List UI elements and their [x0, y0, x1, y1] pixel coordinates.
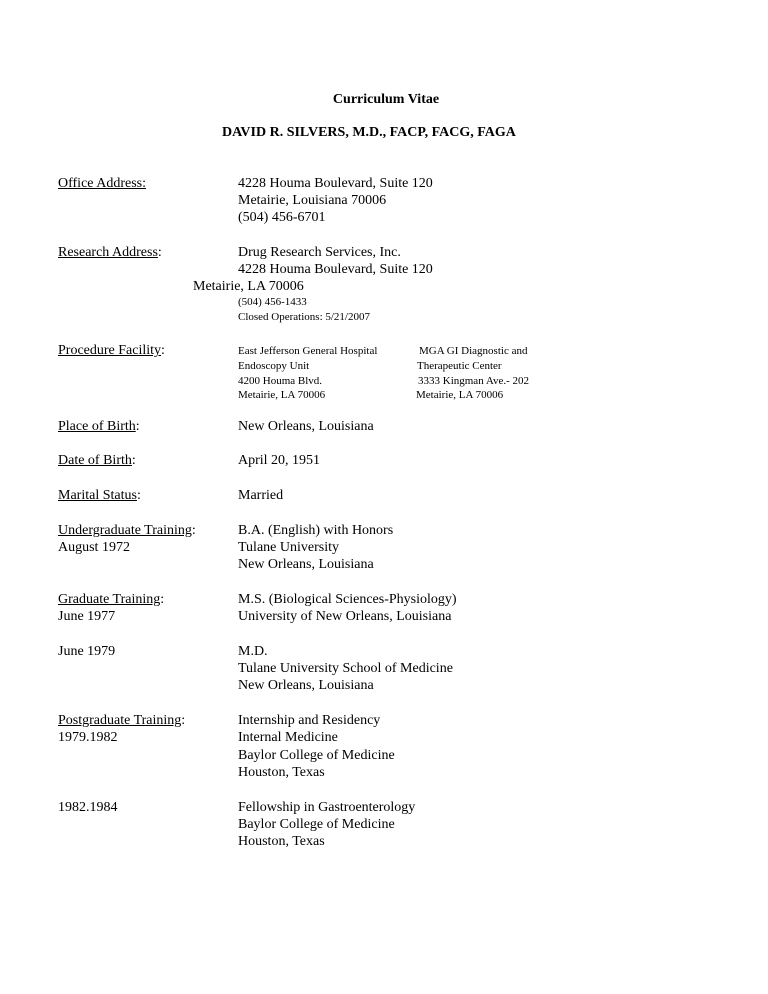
research-address-colon: :	[157, 245, 162, 260]
office-address-label: Office Address:	[58, 176, 146, 191]
postgraduate-line: Fellowship in Gastroenterology	[238, 800, 416, 815]
facility-1-line: Metairie, LA 70006	[238, 389, 326, 401]
graduate-line: Tulane University School of Medicine	[238, 661, 453, 676]
postgraduate-training-label	[58, 712, 185, 729]
undergraduate-line: New Orleans, Louisiana	[238, 557, 374, 572]
place-of-birth-value: New Orleans, Louisiana	[238, 419, 374, 434]
postgraduate-training-label-text: Postgraduate Training	[58, 713, 182, 728]
procedure-facility-label	[58, 342, 165, 359]
facility-1-line: Endoscopy Unit	[238, 360, 310, 372]
date-of-birth-colon: :	[131, 453, 136, 468]
cv-title: Curriculum Vitae	[332, 92, 440, 107]
undergraduate-date: August 1972	[58, 540, 130, 555]
procedure-facility-label-text: Procedure Facility	[58, 343, 162, 358]
place-of-birth-label	[58, 418, 140, 435]
office-phone: (504) 456-6701	[238, 210, 326, 225]
research-address-line: 4228 Houma Boulevard, Suite 120	[238, 262, 433, 277]
undergraduate-line: B.A. (English) with Honors	[238, 523, 394, 538]
research-address-label-text: Research Address	[58, 245, 158, 260]
research-address-label	[58, 244, 162, 261]
marital-status-colon: :	[136, 488, 141, 503]
facility-2-line: Metairie, LA 70006	[416, 389, 504, 401]
postgraduate-line: Houston, Texas	[238, 834, 325, 849]
procedure-facility-colon: :	[161, 343, 165, 358]
graduate-training-colon: :	[160, 592, 165, 607]
postgraduate-line: Internal Medicine	[238, 730, 338, 745]
date-of-birth-label-text: Date of Birth	[58, 453, 132, 468]
research-address-line: Drug Research Services, Inc.	[238, 245, 401, 260]
facility-2-line: MGA GI Diagnostic and	[419, 345, 528, 357]
facility-1-line: 4200 Houma Blvd.	[238, 375, 323, 387]
graduate-line: M.D.	[238, 644, 268, 659]
office-address-line: Metairie, Louisiana 70006	[238, 193, 387, 208]
facility-2-line: Therapeutic Center	[417, 360, 502, 372]
marital-status-label	[58, 487, 141, 504]
marital-status-value: Married	[238, 488, 284, 503]
undergraduate-training-label	[58, 522, 196, 539]
postgraduate-line: Baylor College of Medicine	[238, 817, 395, 832]
graduate-training-label-text: Graduate Training	[58, 592, 161, 607]
office-address-line: 4228 Houma Boulevard, Suite 120	[238, 176, 433, 191]
postgraduate-line: Houston, Texas	[238, 765, 325, 780]
research-phone: (504) 456-1433	[238, 296, 307, 308]
postgraduate-line: Baylor College of Medicine	[238, 748, 395, 763]
place-of-birth-label-text: Place of Birth	[58, 419, 136, 434]
graduate-date: June 1979	[58, 644, 116, 659]
date-of-birth-label	[58, 452, 136, 469]
doctor-name: DAVID R. SILVERS, M.D., FACP, FACG, FAGA	[222, 125, 516, 140]
graduate-line: New Orleans, Louisiana	[238, 678, 374, 693]
graduate-date: June 1977	[58, 609, 116, 624]
facility-1-line: East Jefferson General Hospital	[238, 345, 378, 357]
postgraduate-date: 1979.1982	[58, 730, 118, 745]
facility-2-line: 3333 Kingman Ave.- 202	[418, 375, 530, 387]
date-of-birth-value: April 20, 1951	[238, 453, 321, 468]
graduate-line: M.S. (Biological Sciences-Physiology)	[238, 592, 457, 607]
undergraduate-training-colon: :	[191, 523, 196, 538]
undergraduate-training-label-text: Undergraduate Training	[58, 523, 192, 538]
marital-status-label-text: Marital Status	[58, 488, 137, 503]
research-closed-note: Closed Operations: 5/21/2007	[238, 311, 370, 323]
graduate-training-label	[58, 591, 164, 608]
postgraduate-date: 1982.1984	[58, 800, 118, 815]
postgraduate-training-colon: :	[181, 713, 186, 728]
undergraduate-line: Tulane University	[238, 540, 339, 555]
postgraduate-line: Internship and Residency	[238, 713, 381, 728]
place-of-birth-colon: :	[135, 419, 140, 434]
research-address-line: Metairie, LA 70006	[193, 279, 304, 294]
graduate-line: University of New Orleans, Louisiana	[238, 609, 452, 624]
